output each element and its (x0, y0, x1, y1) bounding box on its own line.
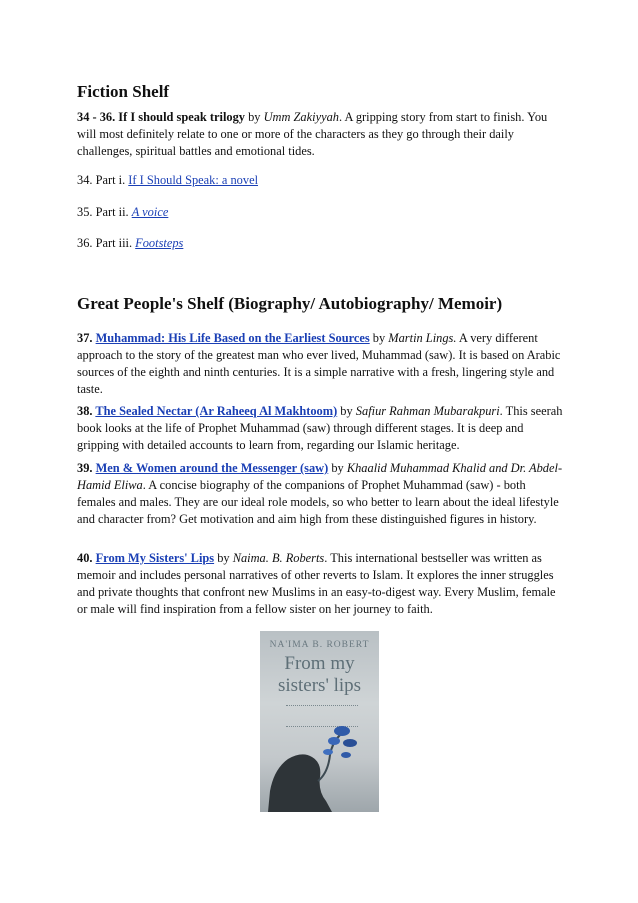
flower-petal (334, 726, 350, 736)
part-2-link[interactable]: A voice (131, 205, 169, 219)
silhouette-shape (268, 754, 332, 812)
book-37-link[interactable]: Muhammad: His Life Based on the Earliest Sources (95, 331, 370, 345)
book-entry-40: 40. From My Sisters' Lips by Naima. B. Roberts. This international bestseller was written as memoir and includes personal narratives of other reverts to Islam. It explores the inner struggles and private thoughts that confront new Muslims in an easy-to-digest way. Every Muslim, female or male will find inspiration from a fellow sister on her journey to faith. (77, 551, 556, 616)
book-40-link[interactable]: From My Sisters' Lips (95, 551, 215, 565)
trilogy-part-2: 35. Part ii. A voice (77, 205, 169, 219)
biography-shelf-heading: Great People's Shelf (Biography/ Autobiography/ Memoir) (77, 294, 503, 313)
book-cover-image (260, 631, 379, 812)
trilogy-part-1: 34. Part i. If I Should Speak: a novel (77, 173, 259, 187)
flower-petal (341, 752, 351, 758)
part-3-link[interactable]: Footsteps (135, 236, 184, 250)
book-39-link[interactable]: Men & Women around the Messenger (saw) (95, 461, 329, 475)
cover-title-line-1: From my (284, 653, 355, 674)
book-entry-39: 39. Men & Women around the Messenger (saw) by Khaalid Muhammad Khalid and Dr. Abdel-Hamid Eliwa. A concise biography of the companions of Prophet Muhammad (saw) - both females and males. They are our ideal role models, so who better to learn about the ideal lifestyle and character from? Get motivation and aim high from these distinguished figures in history. (77, 461, 563, 526)
trilogy-description: 34 - 36. If I should speak trilogy by Umm Zakiyyah. A gripping story from start to finish. You will most definitely relate to one or more of the characters as they go through their daily challenges, spiritual battles and emotional tides. (77, 110, 548, 158)
book-entry-37: 37. Muhammad: His Life Based on the Earliest Sources by Martin Lings. A very different approach to the story of the greatest man who ever lived, Muhammad (saw). It is based on Arabic sources of the eighth and ninth centuries. It is a simple narrative with a fresh, lingering style and taste. (77, 331, 561, 396)
trilogy-author: Umm Zakiyyah (263, 110, 339, 124)
flower-petal (343, 739, 357, 747)
book-38-link[interactable]: The Sealed Nectar (Ar Raheeq Al Makhtoom) (95, 404, 338, 418)
flower-petal (323, 749, 333, 755)
cover-title-line-2: sisters' lips (277, 675, 362, 696)
cover-illustration (260, 631, 379, 812)
cover-author: NA'IMA B. ROBERT (269, 640, 370, 650)
part-1-link[interactable]: If I Should Speak: a novel (128, 173, 259, 187)
trilogy-title: 34 - 36. If I should speak trilogy (77, 110, 245, 124)
flower-petal (328, 737, 340, 745)
trilogy-part-3: 36. Part iii. Footsteps (77, 236, 184, 250)
book-entry-38: 38. The Sealed Nectar (Ar Raheeq Al Makhtoom) by Safiur Rahman Mubarakpuri. This seerah book looks at the life of Prophet Muhammad (saw) through different stages. It is deep and gripping with detailed accounts to learn from, regarding our Islamic heritage. (77, 404, 563, 452)
fiction-shelf-heading: Fiction Shelf (77, 82, 170, 101)
